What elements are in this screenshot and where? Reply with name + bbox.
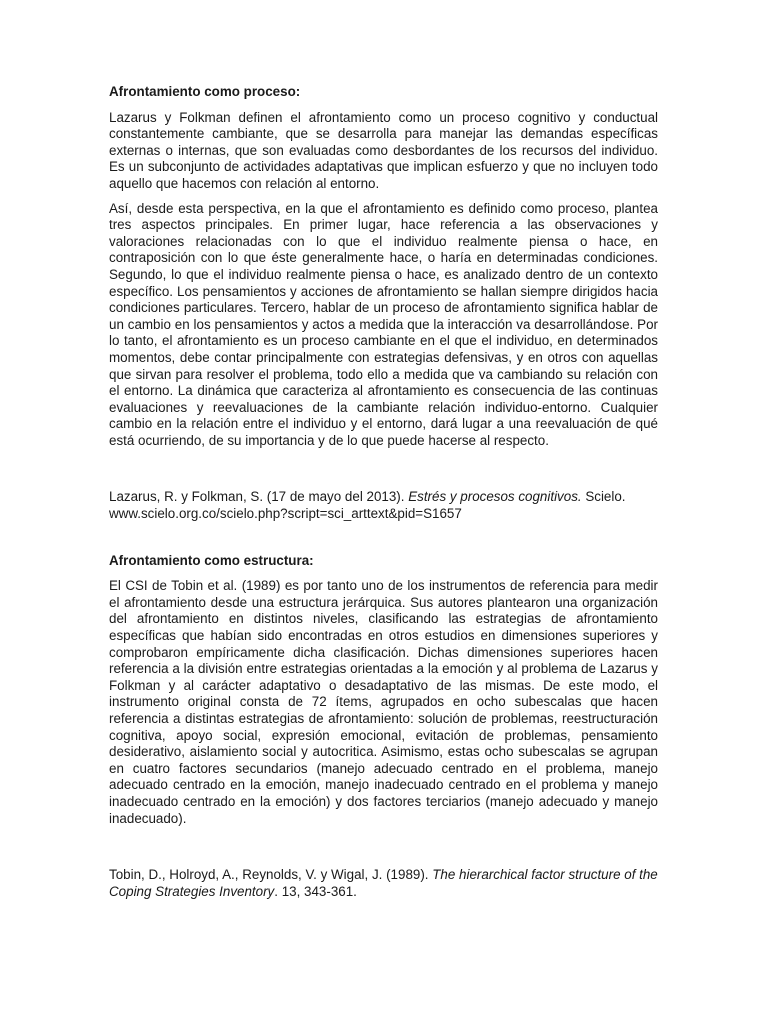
reference-authors: Lazarus, R. y Folkman, S. (17 de mayo del 2013). xyxy=(109,489,409,505)
reference-title: The hierarchical factor structure of the Coping Strategies Inventory xyxy=(109,867,658,899)
reference-tobin xyxy=(109,867,658,900)
reference-source: Scielo. xyxy=(581,489,626,505)
reference-authors: Tobin, D., Holroyd, A., Reynolds, V. y Wigal, J. (1989). xyxy=(109,867,433,883)
reference-url: www.scielo.org.co/scielo.php?script=sci_arttext&pid=S1657 xyxy=(109,506,462,522)
document-page xyxy=(109,84,658,900)
section-heading-proceso: Afrontamiento como proceso: xyxy=(109,84,301,99)
reference-lazarus xyxy=(109,489,658,522)
reference-title: Estrés y procesos cognitivos. xyxy=(408,489,582,505)
section-heading-estructura: Afrontamiento como estructura: xyxy=(109,552,314,568)
spacer xyxy=(109,835,658,867)
paragraph-csi: El CSI de Tobin et al. (1989) es por tanto uno de los instrumentos de referencia para medir el afrontamiento desde una estructura jerárquica. Sus autores plantearon una organización del afrontamiento en distintos niveles, clasificando las estrategias de afrontamiento específicas que habían sido encontradas en otros estudios en dimensiones superiores y comprobaron empíricamente dicha clasificación. Dichas dimensiones superiores hacen referencia a la división entre estrategias orientadas a la emoción y al problema de Lazarus y Folkman y al carácter adaptativo o desadaptativo de las mismas. De este modo, el instrumento original consta de 72 ítems, agrupados en ocho subescalas que hacen referencia a distintas estrategias de afrontamiento: solución de problemas, reestructuración cognitiva, apoyo social, expresión emocional, evitación de problemas, pensamiento desiderativo, aislamiento social y autocritica. Asimismo, estas ocho subescalas se agrupan en cuatro factores secundarios (manejo adecuado centrado en el problema, manejo adecuado centrado en la emoción, manejo inadecuado centrado en el problema y manejo inadecuado centrado en la emoción) y dos factores terciarios (manejo adecuado y manejo inadecuado). xyxy=(109,578,658,826)
spacer xyxy=(109,457,658,489)
reference-source: . 13, 343-361. xyxy=(274,883,357,899)
paragraph-definition: Lazarus y Folkman definen el afrontamiento como un proceso cognitivo y conductual constantemente cambiante, que se desarrolla para manejar las demandas específicas externas o internas, que son evaluadas como desbordantes de los recursos del individuo. Es un subconjunto de actividades adaptativas que implican esfuerzo y que no incluyen todo aquello que hacemos con relación al entorno. xyxy=(109,109,658,191)
spacer xyxy=(109,523,658,553)
paragraph-perspective: Así, desde esta perspectiva, en la que el afrontamiento es definido como proceso, plantea tres aspectos principales. En primer lugar, hace referencia a las observaciones y valoraciones relacionadas con lo que el individuo realmente piensa o hace, en contraposición con lo que éste generalmente hace, o haría en determinadas condiciones. Segundo, lo que el individuo realmente piensa o hace, es analizado dentro de un contexto específico. Los pensamientos y acciones de afrontamiento se hallan siempre dirigidos hacia condiciones particulares. Tercero, hablar de un proceso de afrontamiento significa hablar de un cambio en los pensamientos y actos a medida que la interacción va desarrollándose. Por lo tanto, el afrontamiento es un proceso cambiante en el que el individuo, en determinados momentos, debe contar principalmente con estrategias defensivas, y en otros con aquellas que sirvan para resolver el problema, todo ello a medida que va cambiando su relación con el entorno. La dinámica que caracteriza al afrontamiento es consecuencia de las continuas evaluaciones y reevaluaciones de la cambiante relación individuo-entorno. Cualquier cambio en la relación entre el individuo y el entorno, dará lugar a una reevaluación de qué está ocurriendo, de su importancia y de lo que puede hacerse al respecto. xyxy=(109,200,658,448)
